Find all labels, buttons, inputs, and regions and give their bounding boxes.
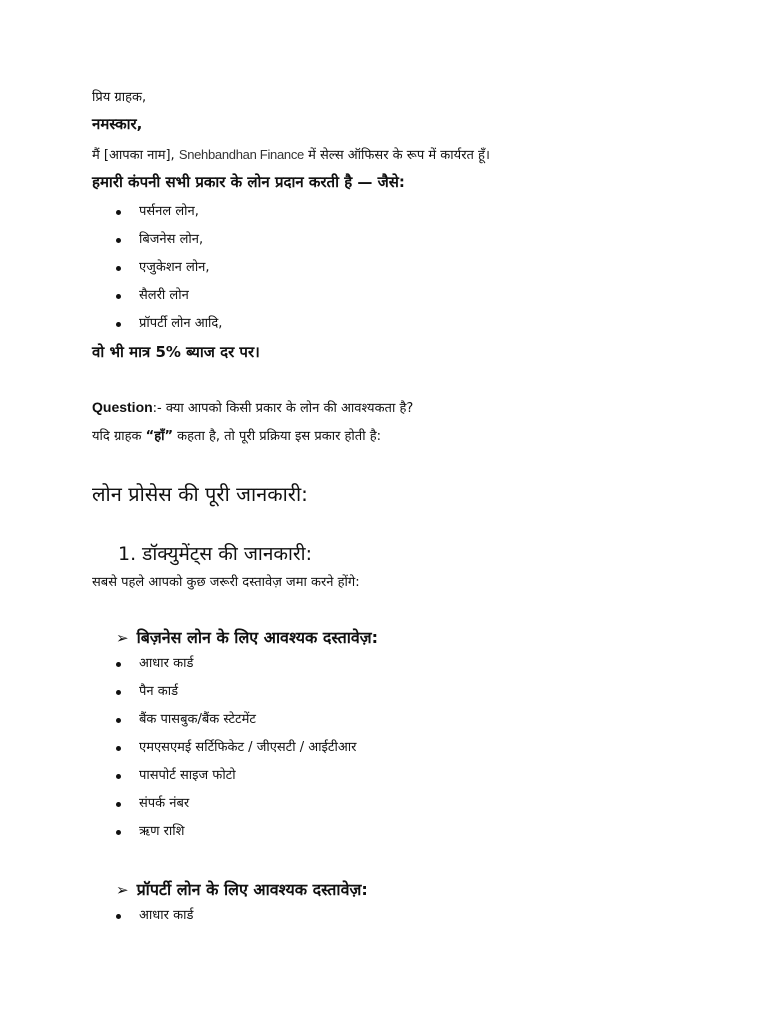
list-item: प्रॉपर्टी लोन आदि, (116, 315, 222, 343)
bullet-icon (116, 802, 121, 807)
question-line (92, 398, 413, 416)
arrow-icon: ➢ (116, 629, 129, 647)
bullet-icon (116, 914, 121, 919)
list-item: एमएसएमई सर्टिफिकेट / जीएसटी / आईटीआर (116, 739, 356, 767)
bullet-icon (116, 322, 121, 327)
yes-line-prefix: यदि ग्राहक (92, 429, 146, 444)
list-item: एजुकेशन लोन, (116, 259, 222, 287)
yes-emphasis: “हाँ” (145, 429, 174, 444)
list-item: पासपोर्ट साइज फोटो (116, 767, 356, 795)
list-item: आधार कार्ड (116, 907, 193, 935)
bullet-icon (116, 774, 121, 779)
greeting: प्रिय ग्राहक, (92, 90, 147, 105)
namaskar-heading: नमस्कार, (92, 115, 143, 133)
docs-intro: सबसे पहले आपको कुछ जरूरी दस्तावेज़ जमा करने होंगे: (92, 575, 360, 590)
bullet-icon (116, 266, 121, 271)
list-item: आधार कार्ड (116, 655, 356, 683)
yes-line (92, 426, 381, 444)
list-item: बैंक पासबुक/बैंक स्टेटमेंट (116, 711, 356, 739)
intro-line (92, 145, 490, 163)
question-text: :- क्या आपको किसी प्रकार के लोन की आवश्यकता है? (152, 401, 414, 416)
bullet-icon (116, 746, 121, 751)
business-docs-heading (116, 626, 378, 648)
property-docs-heading (116, 878, 368, 900)
question-label: Question (92, 399, 153, 415)
yes-line-suffix: कहता है, तो पूरी प्रक्रिया इस प्रकार होती है: (173, 429, 381, 444)
bullet-icon (116, 718, 121, 723)
list-item: सैलरी लोन (116, 287, 222, 315)
loan-types-list (116, 203, 222, 343)
list-item: बिजनेस लोन, (116, 231, 222, 259)
intro-prefix: मैं [आपका नाम], (92, 148, 179, 163)
property-docs-list (116, 907, 193, 935)
bullet-icon (116, 662, 121, 667)
arrow-icon: ➢ (116, 881, 129, 899)
intro-suffix: में सेल्स ऑफिसर के रूप में कार्यरत हूँ। (303, 148, 490, 163)
company-name: Snehbandhan Finance (178, 147, 304, 162)
list-item: पैन कार्ड (116, 683, 356, 711)
list-item: संपर्क नंबर (116, 795, 356, 823)
loans-heading: हमारी कंपनी सभी प्रकार के लोन प्रदान करती है — जैसे: (92, 173, 405, 191)
property-docs-title: प्रॉपर्टी लोन के लिए आवश्यक दस्तावेज़: (136, 880, 368, 899)
business-docs-title: बिज़नेस लोन के लिए आवश्यक दस्तावेज़: (136, 628, 379, 647)
list-item: पर्सनल लोन, (116, 203, 222, 231)
interest-line: वो भी मात्र 5% ब्याज दर पर। (92, 343, 260, 361)
list-item: ऋण राशि (116, 823, 356, 851)
bullet-icon (116, 690, 121, 695)
bullet-icon (116, 830, 121, 835)
business-docs-list (116, 655, 356, 851)
bullet-icon (116, 210, 121, 215)
bullet-icon (116, 294, 121, 299)
bullet-icon (116, 238, 121, 243)
process-heading: लोन प्रोसेस की पूरी जानकारी: (92, 482, 308, 506)
docs-heading: 1. डॉक्युमेंट्स की जानकारी: (118, 543, 312, 565)
